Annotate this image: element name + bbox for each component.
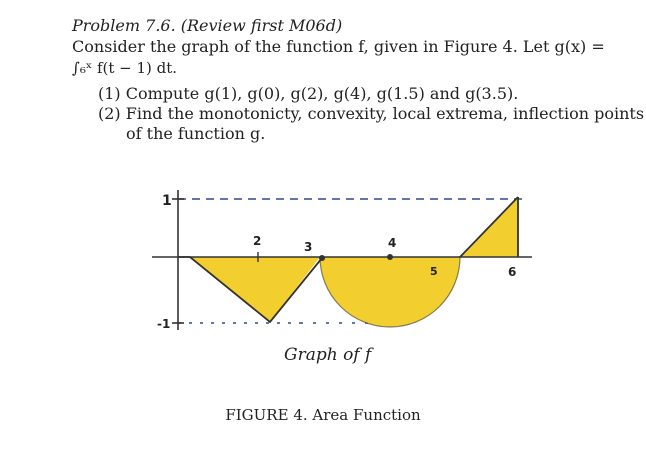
x-label-6: 6	[508, 265, 517, 279]
handwritten-graph-title: Graph of f	[284, 345, 372, 365]
x-label-2: 2	[253, 234, 262, 248]
caption-text: Area Function	[312, 406, 421, 424]
problem-intro-line1: Consider the graph of the function f, given in Figure 4. Let g(x) =	[72, 37, 605, 56]
x-label-5: 5	[430, 265, 438, 278]
problem-intro-line2: ∫₆ˣ f(t − 1) dt.	[72, 59, 178, 77]
problem-item-3: of the function g.	[126, 124, 266, 143]
point-x3	[319, 255, 325, 261]
problem-heading: Problem 7.6. (Review first M06d)	[72, 16, 343, 35]
semicircle-region	[320, 257, 460, 327]
x-label-4: 4	[388, 236, 397, 250]
point-x4	[387, 254, 393, 260]
problem-item-2: (2) Find the monotonicty, convexity, local extrema, inflection points	[98, 104, 645, 123]
figure-caption	[0, 406, 646, 424]
problem-item-1: (1) Compute g(1), g(0), g(2), g(4), g(1.5) and g(3.5).	[98, 84, 519, 103]
x-label-3: 3	[304, 240, 313, 254]
y-label-1: 1	[162, 193, 172, 209]
caption-prefix: FIGURE 4.	[225, 406, 308, 424]
triangle-region	[190, 257, 320, 322]
y-label-minus1: -1	[157, 317, 171, 331]
